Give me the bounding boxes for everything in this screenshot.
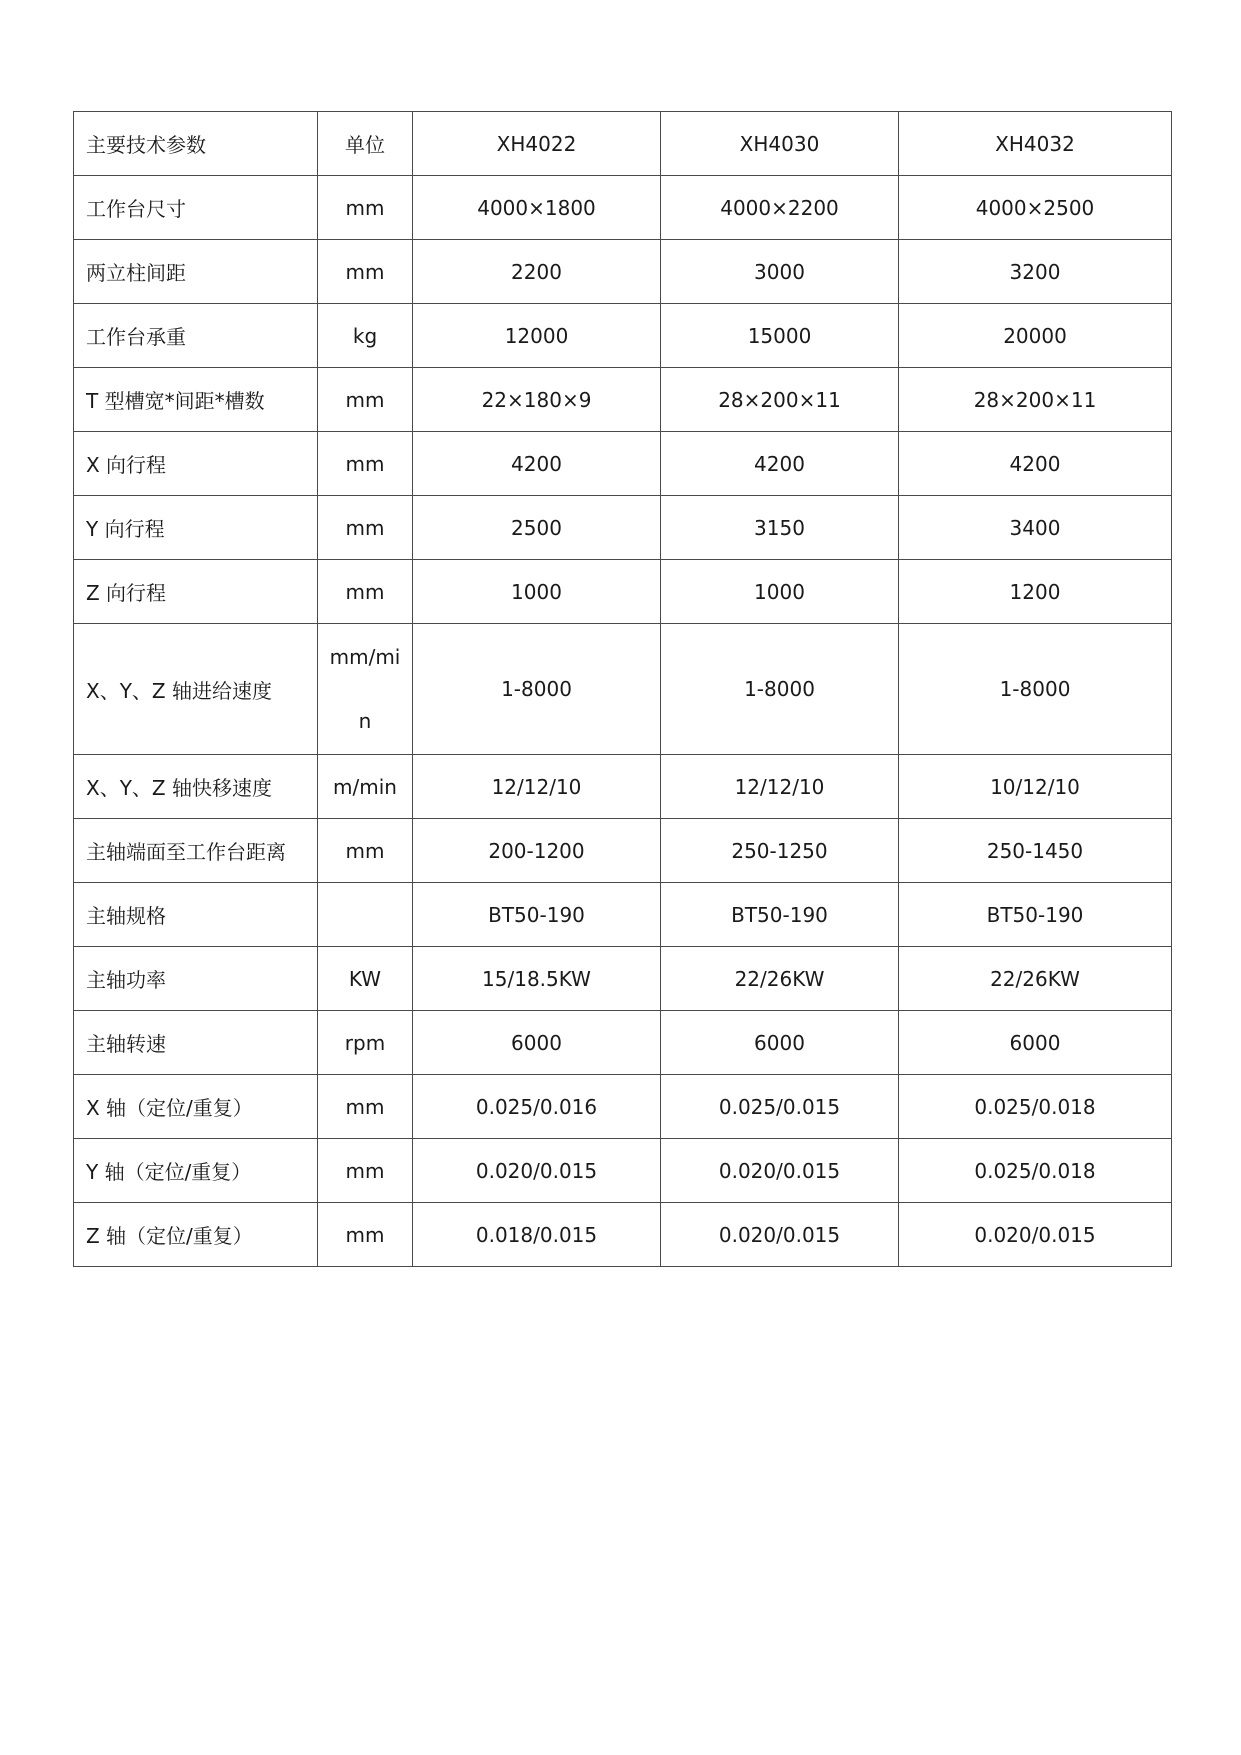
row-value-3: 28×200×11 bbox=[899, 368, 1172, 432]
row-value-1: 2500 bbox=[413, 496, 661, 560]
row-value-1: 4200 bbox=[413, 432, 661, 496]
row-unit: rpm bbox=[318, 1011, 413, 1075]
header-param: 主要技术参数 bbox=[74, 112, 318, 176]
row-value-1: 15/18.5KW bbox=[413, 947, 661, 1011]
row-value-2: 22/26KW bbox=[661, 947, 899, 1011]
table-row bbox=[74, 947, 1172, 1011]
row-value-2: 12/12/10 bbox=[661, 755, 899, 819]
row-value-2: 4000×2200 bbox=[661, 176, 899, 240]
row-unit bbox=[318, 624, 413, 755]
row-value-2: 0.025/0.015 bbox=[661, 1075, 899, 1139]
table-row bbox=[74, 1075, 1172, 1139]
row-value-2: 6000 bbox=[661, 1011, 899, 1075]
header-model-3: XH4032 bbox=[899, 112, 1172, 176]
row-param: 主轴功率 bbox=[74, 947, 318, 1011]
table-row bbox=[74, 883, 1172, 947]
row-param: 工作台尺寸 bbox=[74, 176, 318, 240]
row-value-1: 12000 bbox=[413, 304, 661, 368]
row-value-3: 1200 bbox=[899, 560, 1172, 624]
row-value-2: 0.020/0.015 bbox=[661, 1139, 899, 1203]
row-unit: mm bbox=[318, 819, 413, 883]
row-value-3: 10/12/10 bbox=[899, 755, 1172, 819]
row-value-1: 22×180×9 bbox=[413, 368, 661, 432]
row-value-2: 1000 bbox=[661, 560, 899, 624]
table-row bbox=[74, 1011, 1172, 1075]
row-value-3: 20000 bbox=[899, 304, 1172, 368]
row-value-2: 0.020/0.015 bbox=[661, 1203, 899, 1267]
row-param: X、Y、Z 轴快移速度 bbox=[74, 755, 318, 819]
row-unit: KW bbox=[318, 947, 413, 1011]
row-value-3: 0.025/0.018 bbox=[899, 1075, 1172, 1139]
row-param: 主轴端面至工作台距离 bbox=[74, 819, 318, 883]
row-param: Y 向行程 bbox=[74, 496, 318, 560]
row-unit-text: mm/min bbox=[329, 645, 401, 733]
row-value-3: 22/26KW bbox=[899, 947, 1172, 1011]
row-value-2: 15000 bbox=[661, 304, 899, 368]
row-value-3: 3400 bbox=[899, 496, 1172, 560]
row-value-1: 0.020/0.015 bbox=[413, 1139, 661, 1203]
row-param: T 型槽宽*间距*槽数 bbox=[74, 368, 318, 432]
row-value-1: 6000 bbox=[413, 1011, 661, 1075]
row-param: 两立柱间距 bbox=[74, 240, 318, 304]
spec-table bbox=[73, 111, 1172, 1267]
row-param: 主轴转速 bbox=[74, 1011, 318, 1075]
row-param: Z 向行程 bbox=[74, 560, 318, 624]
row-unit: kg bbox=[318, 304, 413, 368]
table-row bbox=[74, 1203, 1172, 1267]
row-param: 主轴规格 bbox=[74, 883, 318, 947]
row-unit: mm bbox=[318, 368, 413, 432]
row-value-2: 3150 bbox=[661, 496, 899, 560]
row-unit: mm bbox=[318, 1075, 413, 1139]
row-value-3: BT50-190 bbox=[899, 883, 1172, 947]
row-value-1: 200-1200 bbox=[413, 819, 661, 883]
row-value-3: 4000×2500 bbox=[899, 176, 1172, 240]
table-row bbox=[74, 560, 1172, 624]
row-unit: mm bbox=[318, 1139, 413, 1203]
row-unit: mm bbox=[318, 1203, 413, 1267]
row-value-1: 1-8000 bbox=[413, 624, 661, 755]
row-unit bbox=[318, 883, 413, 947]
table-header-row bbox=[74, 112, 1172, 176]
header-unit: 单位 bbox=[318, 112, 413, 176]
table-row bbox=[74, 624, 1172, 755]
table-row bbox=[74, 176, 1172, 240]
row-value-3: 4200 bbox=[899, 432, 1172, 496]
row-value-1: 4000×1800 bbox=[413, 176, 661, 240]
row-unit: mm bbox=[318, 496, 413, 560]
row-value-3: 3200 bbox=[899, 240, 1172, 304]
row-unit: mm bbox=[318, 240, 413, 304]
row-unit: mm bbox=[318, 432, 413, 496]
row-value-3: 1-8000 bbox=[899, 624, 1172, 755]
row-value-3: 0.025/0.018 bbox=[899, 1139, 1172, 1203]
table-row bbox=[74, 1139, 1172, 1203]
table-row bbox=[74, 496, 1172, 560]
row-param: X 向行程 bbox=[74, 432, 318, 496]
row-value-2: BT50-190 bbox=[661, 883, 899, 947]
row-param: X、Y、Z 轴进给速度 bbox=[74, 624, 318, 755]
header-model-2: XH4030 bbox=[661, 112, 899, 176]
row-value-1: 0.025/0.016 bbox=[413, 1075, 661, 1139]
row-param: Z 轴（定位/重复） bbox=[74, 1203, 318, 1267]
table-row bbox=[74, 819, 1172, 883]
row-param: 工作台承重 bbox=[74, 304, 318, 368]
row-value-3: 6000 bbox=[899, 1011, 1172, 1075]
row-value-3: 250-1450 bbox=[899, 819, 1172, 883]
row-param: X 轴（定位/重复） bbox=[74, 1075, 318, 1139]
row-unit: mm bbox=[318, 560, 413, 624]
table-row bbox=[74, 240, 1172, 304]
row-value-1: 12/12/10 bbox=[413, 755, 661, 819]
row-value-3: 0.020/0.015 bbox=[899, 1203, 1172, 1267]
table-row bbox=[74, 432, 1172, 496]
table-row bbox=[74, 755, 1172, 819]
row-param: Y 轴（定位/重复） bbox=[74, 1139, 318, 1203]
row-value-2: 250-1250 bbox=[661, 819, 899, 883]
row-unit: m/min bbox=[318, 755, 413, 819]
header-model-1: XH4022 bbox=[413, 112, 661, 176]
row-value-2: 3000 bbox=[661, 240, 899, 304]
row-value-2: 28×200×11 bbox=[661, 368, 899, 432]
row-value-1: 2200 bbox=[413, 240, 661, 304]
row-value-2: 4200 bbox=[661, 432, 899, 496]
row-value-2: 1-8000 bbox=[661, 624, 899, 755]
row-value-1: 1000 bbox=[413, 560, 661, 624]
row-value-1: 0.018/0.015 bbox=[413, 1203, 661, 1267]
row-unit: mm bbox=[318, 176, 413, 240]
table-row bbox=[74, 304, 1172, 368]
row-value-1: BT50-190 bbox=[413, 883, 661, 947]
table-row bbox=[74, 368, 1172, 432]
